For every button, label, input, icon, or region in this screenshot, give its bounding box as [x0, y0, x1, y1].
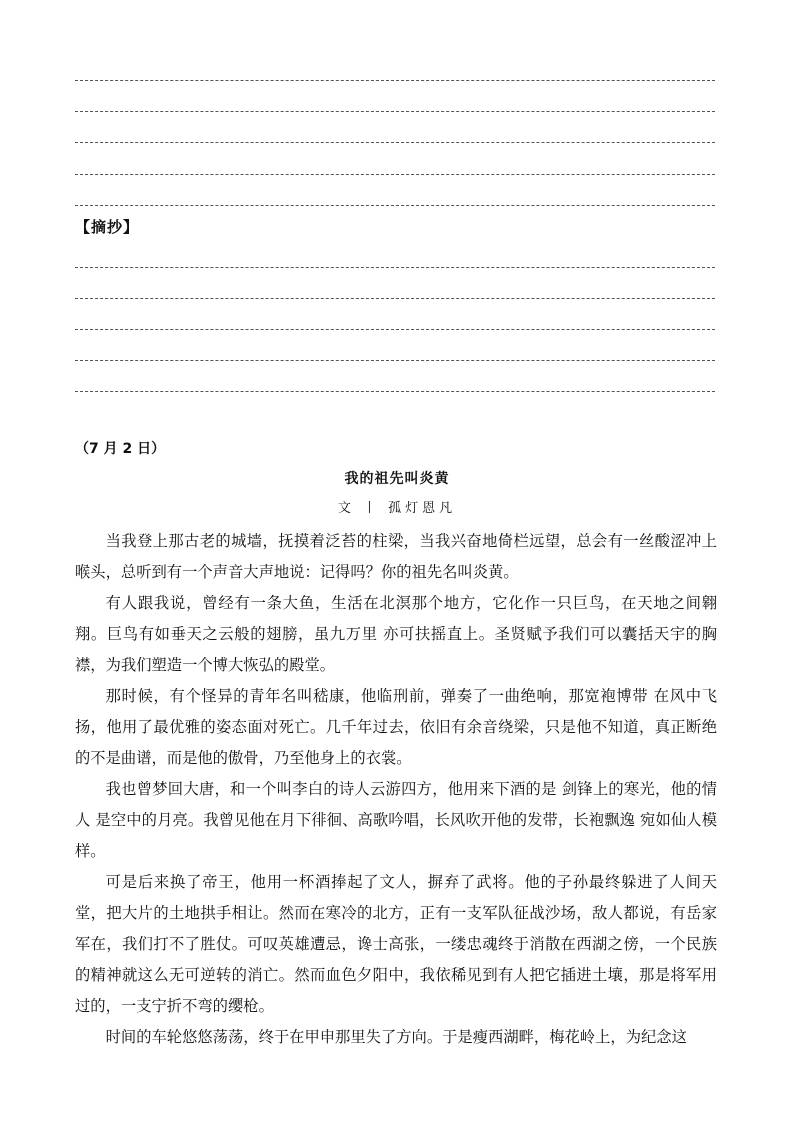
paragraph: 可是后来换了帝王，他用一杯酒捧起了文人，摒弃了武将。他的子孙最终躲进了人间天堂，把大片的土地拱手相让。然而在寒冷的北方，正有一支军队征战沙场，敌人都说，有岳家军在，我们打不了胜仗。可叹英雄遭忌，谗士高张，一缕忠魂终于消散在西湖之傍，一个民族的精神就这么无可逆转的消亡。然而血色夕阳中，我依稀见到有人把它插进土壤，那是将军用过的，一支宁折不弯的缨枪。 — [75, 873, 717, 1015]
ruled-line — [75, 111, 715, 112]
ruled-line — [75, 298, 715, 299]
article-body — [75, 526, 717, 1053]
article-title: 我的祖先叫炎黄 — [344, 471, 450, 487]
entry-date: （7 月 2 日） — [75, 441, 166, 457]
ruled-line — [75, 329, 715, 330]
excerpt-heading: 【摘抄】 — [75, 218, 140, 236]
ruled-line — [75, 360, 715, 361]
paragraph: 那时候，有个怪异的青年名叫嵇康，他临刑前，弹奏了一曲绝响，那宽袍博带 在风中飞扬，他用了最优雅的姿态面对死亡。几千年过去，依旧有余音绕梁，只是他不知道，真正断绝的不是曲谱，而是他的傲骨，乃至他身上的衣裳。 — [75, 687, 717, 767]
ruled-line — [75, 80, 715, 81]
ruled-line — [75, 205, 715, 206]
paragraph: 时间的车轮悠悠荡荡，终于在甲申那里失了方向。于是瘦西湖畔，梅花岭上，为纪念这 — [105, 1028, 687, 1046]
ruled-line — [75, 174, 715, 175]
article-byline: 文 丨 孤灯恩凡 — [337, 501, 457, 516]
paragraph: 我也曾梦回大唐，和一个叫李白的诗人云游四方，他用来下酒的是 剑锋上的寒光，他的情人 是空中的月亮。我曾见他在月下徘徊、高歌吟唱，长风吹开他的发带，长袍飘逸 宛如仙人模样。 — [75, 780, 717, 860]
paragraph: 当我登上那古老的城墙，抚摸着泛苔的柱梁，当我兴奋地倚栏远望，总会有一丝酸涩冲上喉头，总听到有一个声音大声地说：记得吗？你的祖先名叫炎黄。 — [75, 532, 717, 581]
paragraph: 有人跟我说，曾经有一条大鱼，生活在北溟那个地方，它化作一只巨鸟，在天地之间翱翔。巨鸟有如垂天之云般的翅膀，虽九万里 亦可扶摇直上。圣贤赋予我们可以囊括天宇的胸襟，为我们塑造一个博大恢弘的殿堂。 — [75, 594, 717, 674]
ruled-line — [75, 142, 715, 143]
ruled-line — [75, 391, 715, 392]
ruled-line — [75, 267, 715, 268]
